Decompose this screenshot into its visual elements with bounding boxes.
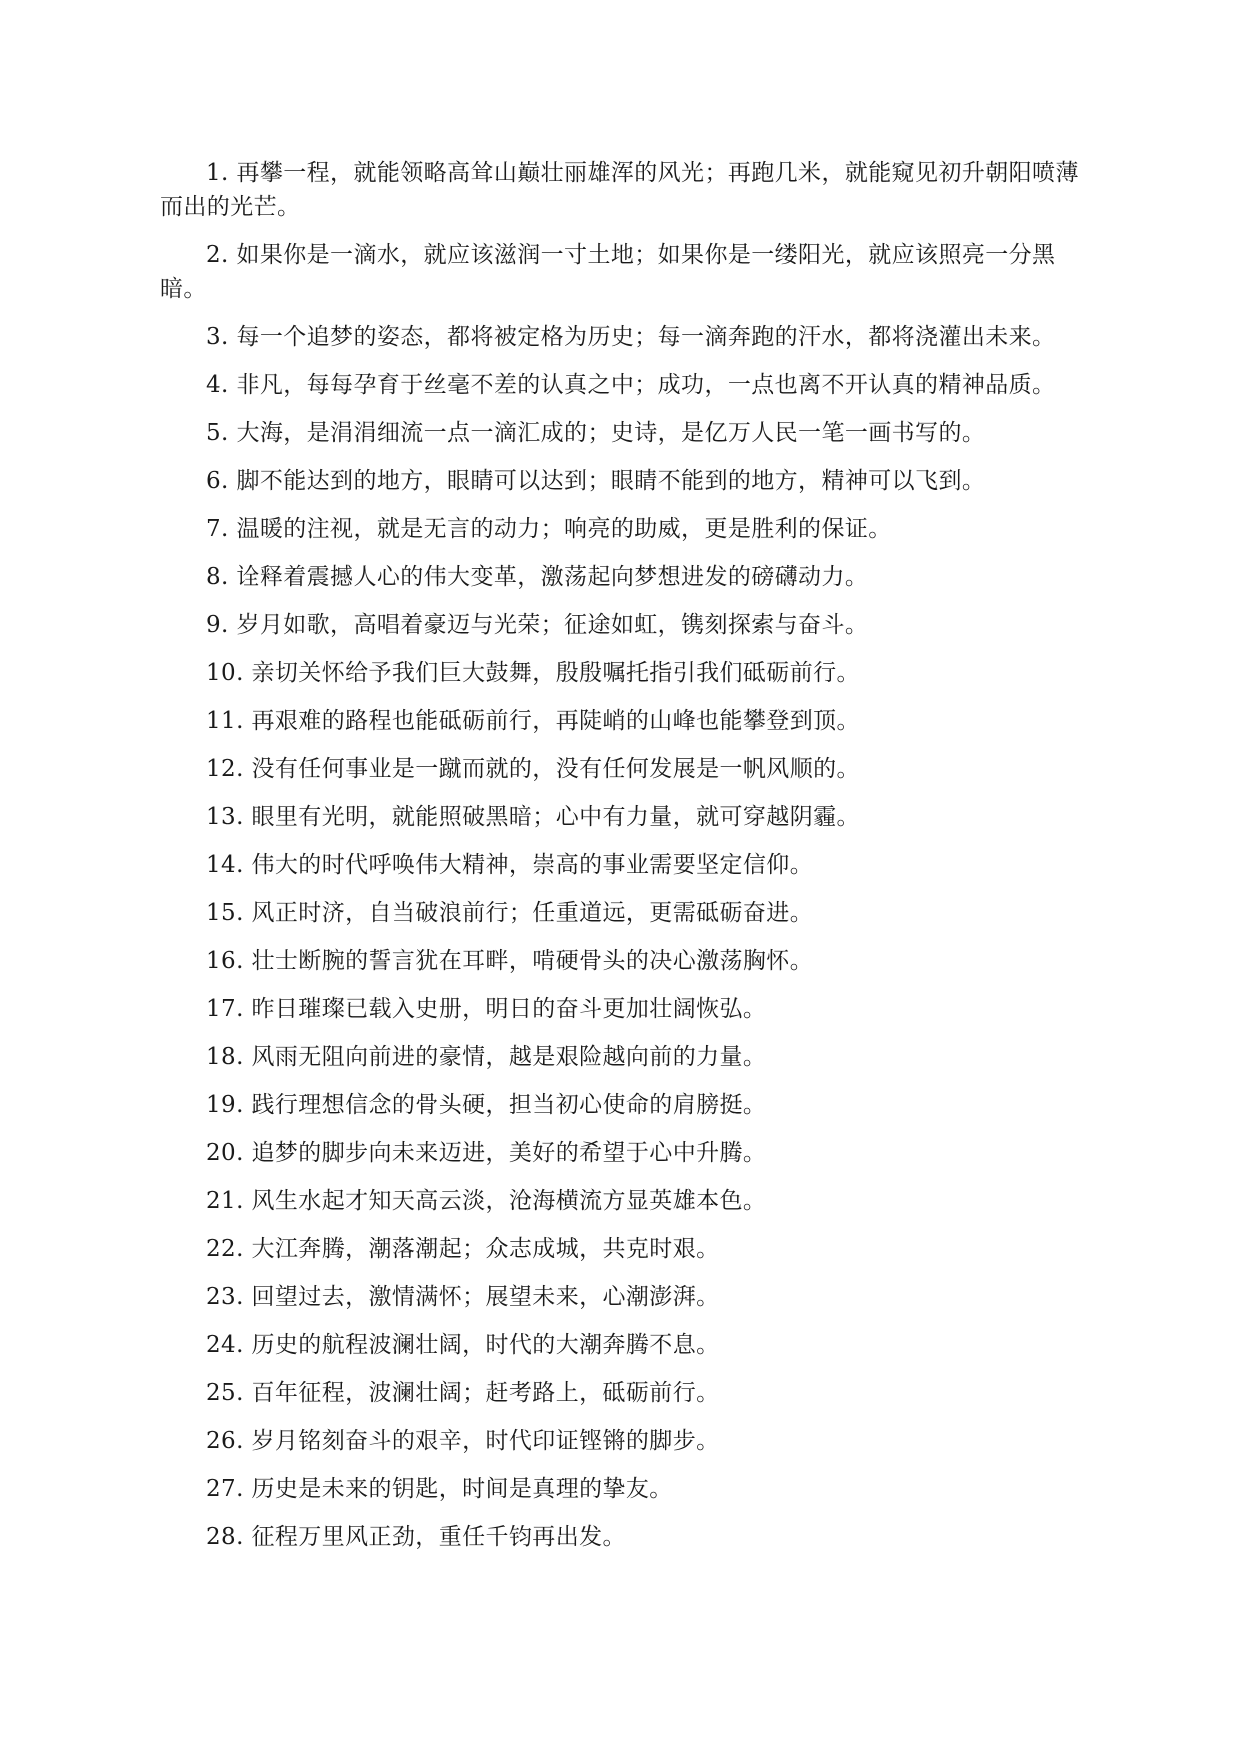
list-item: 2. 如果你是一滴水，就应该滋润一寸土地；如果你是一缕阳光，就应该照亮一分黑暗。 [160,242,1056,302]
list-item: 11. 再艰难的路程也能砥砺前行，再陡峭的山峰也能攀登到顶。 [206,708,860,734]
list-item: 19. 践行理想信念的骨头硬，担当初心使命的肩膀挺。 [206,1092,767,1118]
list-item: 1. 再攀一程，就能领略高耸山巅壮丽雄浑的风光；再跑几米，就能窥见初升朝阳喷薄而出的光芒。 [160,160,1079,220]
list-item: 20. 追梦的脚步向未来迈进，美好的希望于心中升腾。 [206,1140,767,1166]
list-item: 18. 风雨无阻向前进的豪情，越是艰险越向前的力量。 [206,1044,767,1070]
list-item: 15. 风正时济，自当破浪前行；任重道远，更需砥砺奋进。 [206,900,814,926]
list-item: 28. 征程万里风正劲，重任千钧再出发。 [206,1524,626,1550]
list-item: 22. 大江奔腾，潮落潮起；众志成城，共克时艰。 [206,1236,720,1262]
document-body [160,156,1095,1568]
list-item: 9. 岁月如歌，高唱着豪迈与光荣；征途如虹，镌刻探索与奋斗。 [206,612,869,638]
list-item: 14. 伟大的时代呼唤伟大精神，崇高的事业需要坚定信仰。 [206,852,814,878]
list-item: 6. 脚不能达到的地方，眼睛可以达到；眼睛不能到的地方，精神可以飞到。 [206,468,986,494]
list-item: 5. 大海，是涓涓细流一点一滴汇成的；史诗，是亿万人民一笔一画书写的。 [206,420,986,446]
list-item: 16. 壮士断腕的誓言犹在耳畔，啃硬骨头的决心激荡胸怀。 [206,948,814,974]
list-item: 27. 历史是未来的钥匙，时间是真理的挚友。 [206,1476,673,1502]
list-item: 24. 历史的航程波澜壮阔，时代的大潮奔腾不息。 [206,1332,720,1358]
list-item: 8. 诠释着震撼人心的伟大变革，激荡起向梦想进发的磅礴动力。 [206,564,869,590]
list-item: 13. 眼里有光明，就能照破黑暗；心中有力量，就可穿越阴霾。 [206,804,860,830]
list-item: 25. 百年征程，波澜壮阔；赶考路上，砥砺前行。 [206,1380,720,1406]
list-item: 26. 岁月铭刻奋斗的艰辛，时代印证铿锵的脚步。 [206,1428,720,1454]
list-item: 21. 风生水起才知天高云淡，沧海横流方显英雄本色。 [206,1188,767,1214]
list-item: 23. 回望过去，激情满怀；展望未来，心潮澎湃。 [206,1284,720,1310]
list-item: 3. 每一个追梦的姿态，都将被定格为历史；每一滴奔跑的汗水，都将浇灌出未来。 [206,324,1056,350]
list-item: 17. 昨日璀璨已载入史册，明日的奋斗更加壮阔恢弘。 [206,996,767,1022]
list-item: 12. 没有任何事业是一蹴而就的，没有任何发展是一帆风顺的。 [206,756,860,782]
list-item: 7. 温暖的注视，就是无言的动力；响亮的助威，更是胜利的保证。 [206,516,892,542]
list-item: 4. 非凡，每每孕育于丝毫不差的认真之中；成功，一点也离不开认真的精神品质。 [206,372,1056,398]
list-item: 10. 亲切关怀给予我们巨大鼓舞，殷殷嘱托指引我们砥砺前行。 [206,660,860,686]
